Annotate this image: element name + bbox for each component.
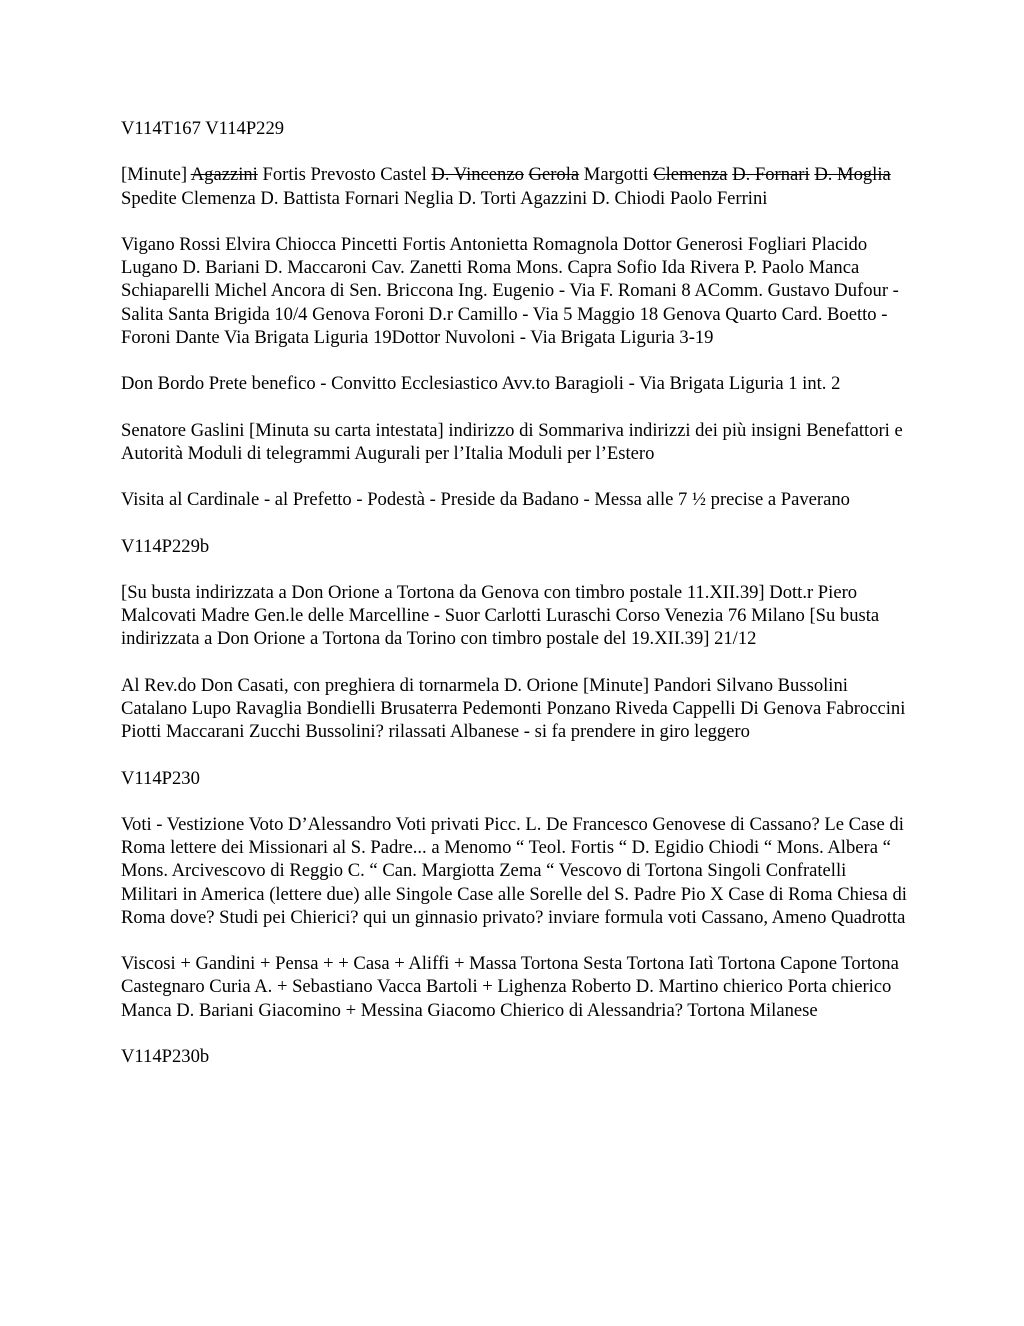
text-segment: Senatore Gaslini [Minuta su carta intestata] indirizzo di Sommariva indirizzi dei più insigni Benefattori e Autorità Moduli di telegrammi Augurali per l’Italia Moduli per l’Estero (121, 419, 903, 464)
paragraph (121, 1045, 907, 1068)
text-segment: Margotti (579, 164, 654, 186)
text-segment: Spedite Clemenza D. Battista Fornari Neglia D. Torti Agazzini D. Chiodi Paolo Ferrini (121, 187, 768, 209)
paragraph (121, 163, 907, 209)
struck-text: Gerola (528, 164, 580, 186)
paragraph (121, 117, 907, 140)
text-segment: Viscosi + Gandini + Pensa + + Casa + Aliffi + Massa Tortona Sesta Tortona Iatì Tortona Capone Tortona Castegnaro Curia A. + Sebastiano Vacca Bartoli + Lighenza Roberto D. Martino chierico Porta chierico Manca D. Bariani Giacomino + Messina Giacomo Chierico di Alessandria? Tortona Milanese (121, 953, 899, 1021)
paragraph (121, 952, 907, 1022)
paragraph (121, 767, 907, 790)
paragraph (121, 674, 907, 744)
text-segment: V114T167 V114P229 (121, 118, 285, 139)
text-segment: Voti - Vestizione Voto D’Alessandro Voti privati Picc. L. De Francesco Genovese di Cassano? Le Case di Roma lettere dei Missionari al S. Padre... a Menomo “ Teol. Fortis “ D. Egidio Chiodi “ Mons. Albera “ Mons. Arcivescovo di Reggio C. “ Can. Margiotta Zema “ Vescovo di Tortona Singoli Confratelli Militari in America (lettere due) alle Singole Case alle Sorelle del S. Padre Pio X Case di Roma Chiesa di Roma dove? Studi pei Chierici? qui un ginnasio privato? inviare formula voti Cassano, Ameno Quadrotta (121, 813, 907, 928)
text-segment: V114P230b (121, 1045, 210, 1067)
struck-text: D. Fornari (732, 164, 810, 186)
paragraph (121, 535, 907, 558)
struck-text: Agazzini (190, 164, 258, 186)
struck-text: D. Moglia (814, 164, 891, 186)
text-segment: [Minute] (121, 164, 191, 186)
struck-text: Clemenza (653, 164, 728, 186)
text-segment: Vigano Rossi Elvira Chiocca Pincetti Fortis Antonietta Romagnola Dottor Generosi Fogliari Placido Lugano D. Bariani D. Maccaroni Cav. Zanetti Roma Mons. Capra Sofio Ida Rivera P. Paolo Manca Schiaparelli Michel Ancora di Sen. Briccona Ing. Eugenio - Via F. Romani 8 AComm. Gustavo Dufour - Salita Santa Brigida 10/4 Genova Foroni D.r Camillo - Via 5 Maggio 18 Genova Quarto Card. Boetto - Foroni Dante Via Brigata Liguria 19Dottor Nuvoloni - Via Brigata Liguria 3-19 (121, 233, 899, 348)
paragraph (121, 233, 907, 349)
paragraph (121, 813, 907, 929)
paragraph (121, 372, 907, 395)
text-segment: Visita al Cardinale - al Prefetto - Podestà - Preside da Badano - Messa alle 7 ½ precise a Paverano (121, 489, 850, 511)
paragraph (121, 488, 907, 511)
text-segment: [Su busta indirizzata a Don Orione a Tortona da Genova con timbro postale 11.XII.39] Dott.r Piero Malcovati Madre Gen.le delle Marcelline - Suor Carlotti Luraschi Corso Venezia 76 Milano [Su busta indirizzata a Don Orione a Tortona da Torino con timbro postale del 19.XII.39] 21/12 (121, 581, 880, 650)
paragraph (121, 419, 907, 465)
text-segment: Fortis Prevosto Castel (257, 164, 432, 186)
text-segment: Don Bordo Prete benefico - Convitto Ecclesiastico Avv.to Baragioli - Via Brigata Liguria 1 int. 2 (121, 373, 841, 395)
paragraph (121, 581, 907, 651)
struck-text: D. Vincenzo (431, 164, 524, 186)
text-segment: V114P229b (121, 535, 210, 557)
document-page (121, 117, 907, 1091)
text-segment: V114P230 (121, 767, 200, 789)
text-segment: Al Rev.do Don Casati, con preghiera di tornarmela D. Orione [Minute] Pandori Silvano Bussolini Catalano Lupo Ravaglia Bondielli Brusaterra Pedemonti Ponzano Riveda Cappelli Di Genova Fabroccini Piotti Maccarani Zucchi Bussolini? rilassati Albanese - si fa prendere in giro leggero (121, 674, 906, 743)
